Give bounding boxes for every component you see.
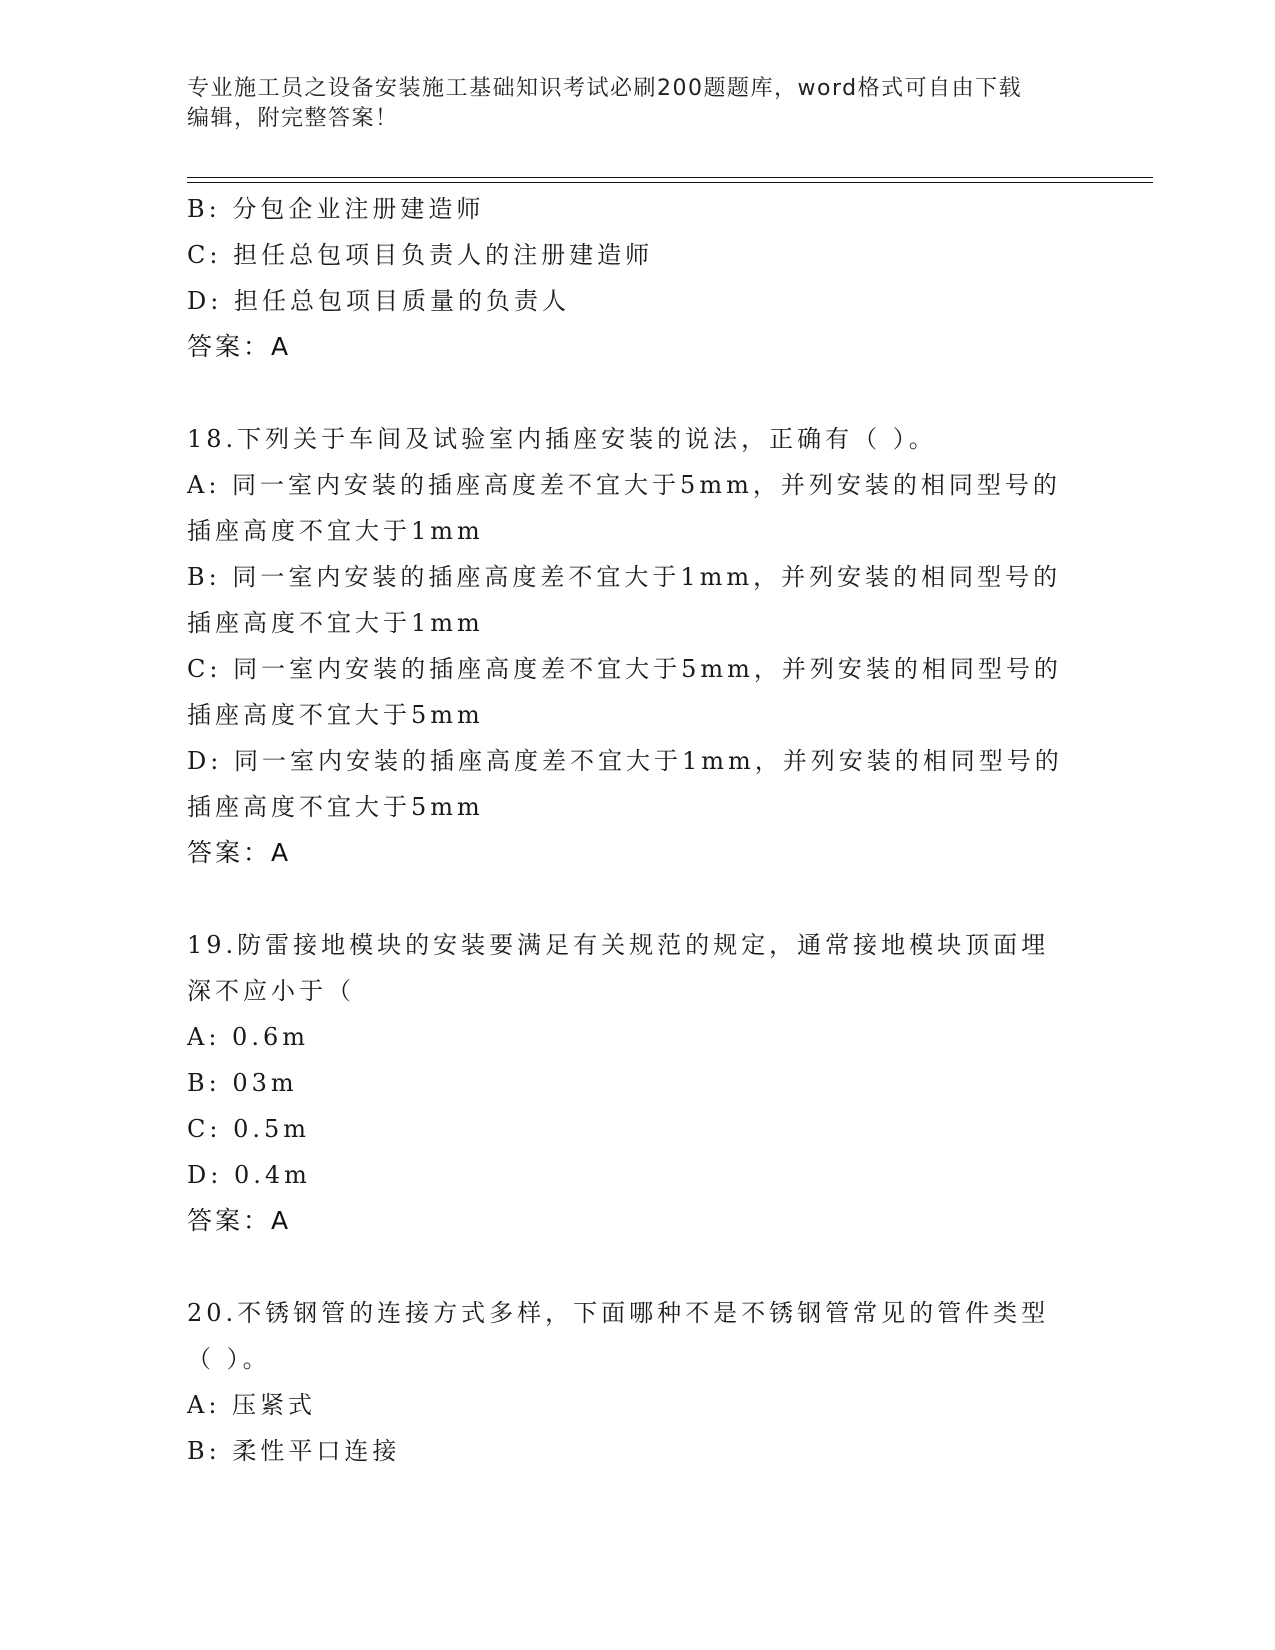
question-19	[187, 922, 1087, 1244]
header-line-2: 编辑，附完整答案！	[187, 106, 399, 131]
option-b: B: 同一室内安装的插座高度差不宜大于1mm，并列安装的相同型号的	[187, 563, 1062, 591]
question-stem-continued: （ ）。	[187, 1345, 271, 1373]
option-a: A: 同一室内安装的插座高度差不宜大于5mm，并列安装的相同型号的	[187, 471, 1061, 499]
option-a-continued: 插座高度不宜大于1mm	[187, 517, 484, 545]
header-line-1: 专业施工员之设备安装施工基础知识考试必刷200题题库，word格式可自由下载	[187, 76, 1023, 101]
answer-line: 答案：A	[187, 1206, 292, 1235]
question-18	[187, 416, 1087, 876]
document-header	[187, 74, 1067, 134]
option-b: B: 03m	[187, 1069, 298, 1097]
option-c: C: 同一室内安装的插座高度差不宜大于5mm，并列安装的相同型号的	[187, 655, 1062, 683]
spacer	[187, 1244, 1087, 1290]
header-rule-top	[187, 177, 1153, 178]
option-a: A: 压紧式	[187, 1391, 317, 1419]
question-stem: 20.不锈钢管的连接方式多样，下面哪种不是不锈钢管常见的管件类型	[187, 1299, 1050, 1327]
option-d: D: 同一室内安装的插座高度差不宜大于1mm，并列安装的相同型号的	[187, 747, 1063, 775]
question-17	[187, 186, 1087, 370]
option-c: C: 0.5m	[187, 1115, 311, 1143]
question-stem-continued: 深不应小于（	[187, 977, 355, 1005]
option-c-continued: 插座高度不宜大于5mm	[187, 701, 484, 729]
option-b-continued: 插座高度不宜大于1mm	[187, 609, 484, 637]
question-stem: 19.防雷接地模块的安装要满足有关规范的规定，通常接地模块顶面埋	[187, 931, 1050, 959]
option-a: A: 0.6m	[187, 1023, 309, 1051]
option-c: C: 担任总包项目负责人的注册建造师	[187, 241, 654, 269]
question-20	[187, 1290, 1087, 1474]
question-stem: 18.下列关于车间及试验室内插座安装的说法，正确有（ ）。	[187, 425, 937, 453]
option-d: D: 0.4m	[187, 1161, 311, 1189]
question-list	[187, 186, 1087, 1474]
option-d: D: 担任总包项目质量的负责人	[187, 287, 570, 315]
option-b: B: 分包企业注册建造师	[187, 195, 485, 223]
answer-line: 答案：A	[187, 838, 292, 867]
spacer	[187, 370, 1087, 416]
spacer	[187, 876, 1087, 922]
header-rule-bottom	[187, 182, 1153, 183]
option-b: B: 柔性平口连接	[187, 1437, 401, 1465]
answer-line: 答案：A	[187, 332, 292, 361]
option-d-continued: 插座高度不宜大于5mm	[187, 793, 484, 821]
